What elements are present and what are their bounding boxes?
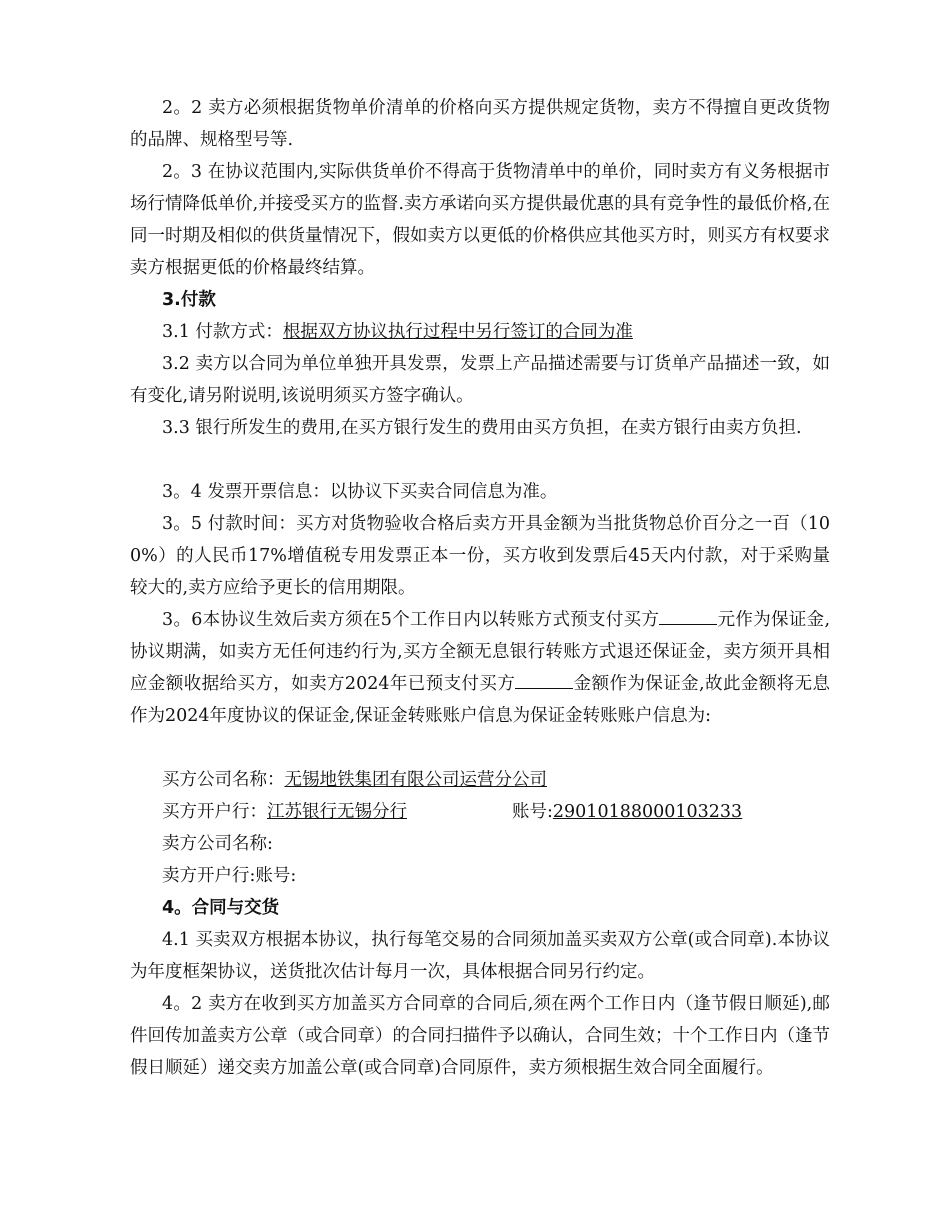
buyer-bank-label: 买方开户行： [162,802,267,822]
account-line [512,796,742,828]
clause-4-2: 4。2 卖方在收到买方加盖买方合同章的合同后,须在两个工作日内（逢节假日顺延),邮件回传加盖卖方公章（或合同章）的合同扫描件予以确认，合同生效；十个工作日内（逢节假日顺延）递交卖方加盖公章(或合同章)合同原件，卖方须根据生效合同全面履行。 [130,994,830,1078]
buyer-company-label: 买方公司名称： [162,770,285,790]
clause-4-1: 4.1 买卖双方根据本协议，执行每笔交易的合同须加盖买卖双方公章(或合同章).本协议为年度框架协议，送货批次估计每月一次，具体根据合同另行约定。 [130,930,830,982]
clause-2-2: 2。2 卖方必须根据货物单价清单的价格向买方提供规定货物，卖方不得擅自更改货物的品牌、规格型号等. [130,98,830,150]
clause-3-6-part-a: 3。6本协议生效后卖方须在5个工作日内以转账方式预支付买方 [162,610,660,630]
section-heading-contract-delivery: 4。合同与交货 [162,898,280,918]
section-heading-payment: 3.付款 [162,290,216,310]
clause-3-4: 3。4 发票开票信息：以协议下买卖合同信息为准。 [162,482,558,502]
prepaid-amount-blank [515,670,573,689]
buyer-company-line [162,764,547,796]
account-label: 账号: [512,802,553,822]
seller-bank-line: 卖方开户行:账号: [162,866,297,886]
clause-3-2: 3.2 卖方以合同为单位单独开具发票，发票上产品描述需要与订货单产品描述一致，如有变化,请另附说明,该说明须买方签字确认。 [130,354,830,406]
deposit-amount-blank [659,606,717,625]
seller-company-line: 卖方公司名称: [162,834,273,854]
buyer-bank-value: 江苏银行无锡分行 [267,802,407,822]
clause-3-6-part-c: 金额作为保证金,故此金额将无息作为2024年度协议的保证金,保证金转账账户信息为保证金转账账户信息为: [130,674,830,726]
buyer-bank-line [162,796,407,828]
buyer-company-value: 无锡地铁集团有限公司运营分公司 [284,770,547,790]
clause-3-6-part-b: 元作为保证金,协议期满，如卖方无任何违约行为,买方全额无息银行转账方式退还保证金，卖方须开具相应金额收据给买方，如卖方2024年已预支付买方 [130,610,831,694]
clause-2-3: 2。3 在协议范围内,实际供货单价不得高于货物清单中的单价，同时卖方有义务根据市场行情降低单价,并接受买方的监督.卖方承诺向买方提供最优惠的具有竞争性的最低价格,在同一时期及相似的供货量情况下，假如卖方以更低的价格供应其他买方时，则买方有权要求卖方根据更低的价格最终结算。 [130,162,830,278]
clause-3-6 [130,604,830,732]
clause-3-1 [162,316,633,348]
clause-3-3: 3.3 银行所发生的费用,在买方银行发生的费用由买方负担，在卖方银行由卖方负担. [162,418,802,438]
clause-3-1-value: 根据双方协议执行过程中另行签订的合同为准 [282,322,633,342]
clause-3-1-label: 3.1 付款方式： [162,322,283,342]
clause-3-5: 3。5 付款时间：买方对货物验收合格后卖方开具金额为当批货物总价百分之一百（100%）的人民币17%增值税专用发票正本一份，买方收到发票后45天内付款，对于采购量较大的,卖方应给予更长的信用期限。 [130,514,830,598]
account-value: 29010188000103233 [552,802,743,822]
